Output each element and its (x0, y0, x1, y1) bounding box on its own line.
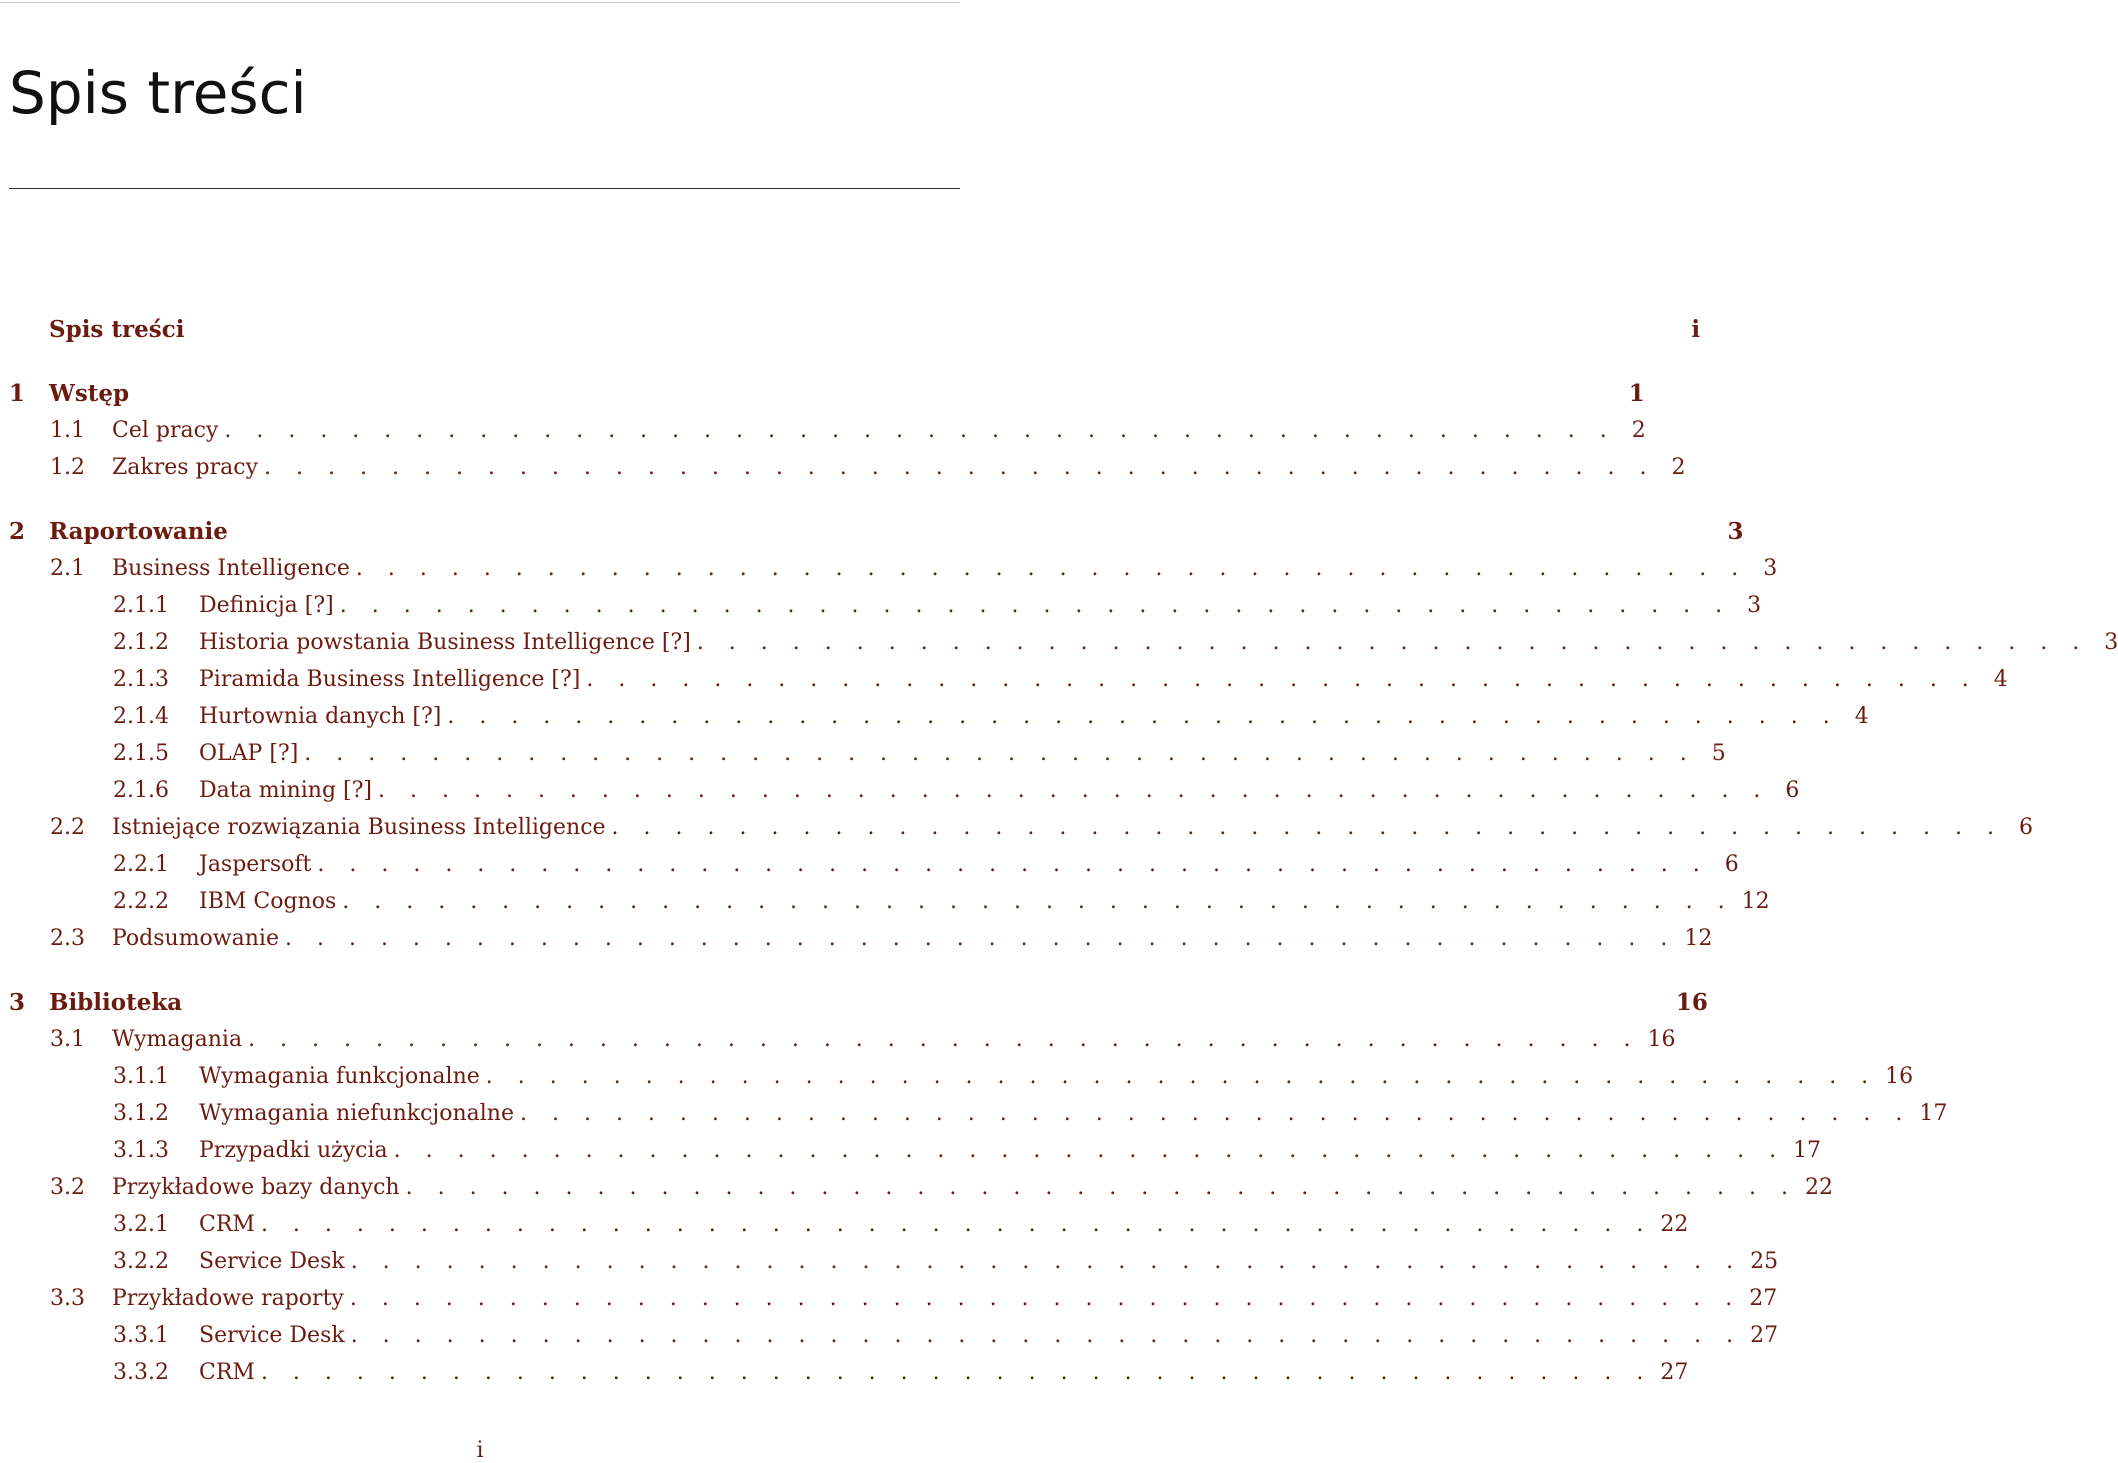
toc-entry-number: 3.2.1 (113, 1211, 169, 1237)
toc-entry-page: 12 (1684, 925, 1713, 951)
toc-dot-leader: . . . . . . . . . . . . . . . . . . . . . . . . . . . . . . . . . . . . . . . . . . . . (350, 1322, 1743, 1348)
toc-dot-leader: . . . . . . . . . . . . . . . . . . . . . . . . . . . . . . . . . . . . . . . . . . . . (284, 925, 1677, 951)
toc-entry-page: 2 (1671, 454, 1686, 480)
toc-entry[interactable] (9, 1209, 1689, 1239)
toc-entry-page: 22 (1805, 1174, 1833, 1200)
toc-entry[interactable] (9, 849, 1739, 879)
toc-entry[interactable] (9, 738, 1726, 768)
toc-entry-title: Wymagania funkcjonalne (199, 1063, 480, 1089)
toc-dot-leader: . . . . . . . . . . . . . . . . . . . . . . . . . . . . . . . . . . . . . . . . . . . . (405, 1174, 1797, 1200)
toc-entry[interactable] (9, 516, 1744, 546)
toc-entry-title: Wstęp (49, 379, 130, 407)
toc-entry-title: Zakres pracy (112, 454, 259, 480)
toc-entry-number: 1.2 (50, 454, 85, 480)
toc-entry-title: Service Desk (199, 1248, 345, 1274)
toc-entry-title: Service Desk (199, 1322, 345, 1348)
toc-entry-number: 3.1 (50, 1026, 85, 1052)
toc-entry[interactable] (9, 415, 1646, 445)
toc-dot-leader: . . . . . . . . . . . . . . . . . . . . . . . . . . . . . . . . . . . . . . . . . . . . (339, 592, 1732, 618)
toc-entry[interactable] (9, 886, 1770, 916)
toc-entry-title: Piramida Business Intelligence [?] (199, 666, 581, 692)
toc-entry-number: 3.3 (50, 1285, 85, 1311)
toc-entry[interactable] (9, 775, 1800, 805)
toc-entry-number: 2.2 (50, 814, 85, 840)
toc-entry-title: Wymagania (112, 1026, 243, 1052)
toc-entry-number: 2.1.6 (113, 777, 169, 803)
toc-entry-page: 22 (1660, 1211, 1689, 1237)
toc-entry[interactable] (9, 1024, 1676, 1054)
toc-entry[interactable] (9, 1061, 1914, 1091)
toc-entry[interactable] (9, 701, 1869, 731)
toc-entry-page: 17 (1793, 1137, 1822, 1163)
toc-entry-page: 6 (2018, 814, 2033, 840)
toc-dot-leader: . . . . . . . . . . . . . . . . . . . . . . . . . . . . . . . . . . . . . . . . . . . . (317, 851, 1709, 877)
toc-entry[interactable] (9, 923, 1713, 953)
toc-entry-number: 2.2.2 (113, 888, 169, 914)
toc-entry-number: 1.1 (50, 417, 85, 443)
toc-dot-leader: . . . . . . . . . . . . . . . . . . . . . . . . . . . . . . . . . . . . . . . . . . . . (342, 888, 1734, 914)
toc-dot-leader: . . . . . . . . . . . . . . . . . . . . . . . . . . . . . . . . . . . . . . . . . . . . (393, 1137, 1786, 1163)
toc-entry-title: Przykładowe raporty (112, 1285, 344, 1311)
toc-entry-page: 17 (1919, 1100, 1948, 1126)
toc-entry-title: Raportowanie (49, 517, 228, 545)
toc-entry-number: 3 (9, 988, 26, 1016)
toc-entry-page: 16 (1675, 988, 1708, 1016)
toc-entry[interactable] (9, 1320, 1779, 1350)
toc-entry[interactable] (9, 452, 1686, 482)
toc-entry[interactable] (9, 1135, 1822, 1165)
toc-dot-leader: . . . . . . . . . . . . . . . . . . . . . . . . . . . . . . . . . . . . . . . . . . . . (350, 1248, 1743, 1274)
toc-entry[interactable] (9, 378, 1645, 408)
toc-entry-page: 6 (1785, 777, 1800, 803)
toc-dot-leader: . . . . . . . . . . . . . . . . . . . . . . . . . . . . . . . . . . . . . . . . . . . . (447, 703, 1839, 729)
toc-entry[interactable] (9, 812, 2033, 842)
toc-entry-page: 6 (1724, 851, 1739, 877)
toc-entry-page: 3 (2104, 629, 2118, 655)
toc-entry-page: i (1691, 315, 1701, 343)
toc-entry-title: Jaspersoft (199, 851, 312, 877)
toc-entry-number: 2.1.1 (113, 592, 169, 618)
toc-entry-number: 2 (9, 517, 26, 545)
toc-entry-number: 2.3 (50, 925, 85, 951)
toc-entry[interactable] (9, 1283, 1778, 1313)
toc-dot-leader: . . . . . . . . . . . . . . . . . . . . . . . . . . . . . . . . . . . . . . . . . . . . (304, 740, 1696, 766)
toc-entry-number: 2.1.5 (113, 740, 169, 766)
toc-entry-title: Data mining [?] (199, 777, 373, 803)
toc-entry-title: Definicja [?] (199, 592, 334, 618)
toc-dot-leader: . . . . . . . . . . . . . . . . . . . . . . . . . . . . . . . . . . . . . . . . . . . . (224, 417, 1616, 443)
toc-entry[interactable] (9, 1357, 1689, 1387)
toc-entry-page: 12 (1741, 888, 1770, 914)
toc-entry[interactable] (9, 1098, 1948, 1128)
toc-entry-title: Cel pracy (112, 417, 219, 443)
toc-entry-number: 2.2.1 (113, 851, 169, 877)
toc-entry-page: 3 (1727, 517, 1744, 545)
toc-dot-leader: . . . . . . . . . . . . . . . . . . . . . . . . . . . . . . . . . . . . . . . . . . . . (586, 666, 1978, 692)
toc-dot-leader: . . . . . . . . . . . . . . . . . . . . . . . . . . . . . . . . . . . . . . . . . . . . (696, 629, 2089, 655)
toc-entry-page: 3 (1763, 555, 1778, 581)
toc-dot-leader: . . . . . . . . . . . . . . . . . . . . . . . . . . . . . . . . . . . . . . . . . . . . (260, 1211, 1653, 1237)
toc-entry-title: Przykładowe bazy danych (112, 1174, 400, 1200)
toc-entry-page: 27 (1660, 1359, 1689, 1385)
page-title: Spis treści (9, 59, 307, 127)
toc-entry-title: Spis treści (49, 315, 185, 343)
toc-entry-title: Wymagania niefunkcjonalne (199, 1100, 514, 1126)
toc-dot-leader: . . . . . . . . . . . . . . . . . . . . . . . . . . . . . . . . . . . . . . . . . . . . (248, 1026, 1640, 1052)
toc-entry[interactable] (9, 553, 1778, 583)
toc-entry-title: Istniejące rozwiązania Business Intelligence (112, 814, 606, 840)
toc-entry-number: 2.1.3 (113, 666, 169, 692)
toc-dot-leader: . . . . . . . . . . . . . . . . . . . . . . . . . . . . . . . . . . . . . . . . . . . . (264, 454, 1656, 480)
toc-entry-number: 3.3.1 (113, 1322, 169, 1348)
toc-entry[interactable] (9, 590, 1762, 620)
toc-entry-number: 3.2.2 (113, 1248, 169, 1274)
toc-entry-number: 2.1.2 (113, 629, 169, 655)
toc-entry-page: 4 (1993, 666, 2008, 692)
toc-entry-page: 27 (1749, 1285, 1778, 1311)
toc-dot-leader: . . . . . . . . . . . . . . . . . . . . . . . . . . . . . . . . . . . . . . . . . . . . (349, 1285, 1742, 1311)
toc-entry-title: OLAP [?] (199, 740, 299, 766)
toc-entry-title: Business Intelligence (112, 555, 350, 581)
toc-entry[interactable] (9, 314, 1701, 344)
toc-entry-number: 3.2 (50, 1174, 85, 1200)
toc-entry-page: 16 (1647, 1026, 1676, 1052)
toc-dot-leader: . . . . . . . . . . . . . . . . . . . . . . . . . . . . . . . . . . . . . . . . . . . . (485, 1063, 1878, 1089)
toc-entry-page: 2 (1631, 417, 1646, 443)
toc-entry-page: 16 (1885, 1063, 1914, 1089)
toc-entry-title: Podsumowanie (112, 925, 279, 951)
toc-entry-number: 3.1.3 (113, 1137, 169, 1163)
toc-entry-page: 1 (1628, 379, 1645, 407)
toc-entry-page: 27 (1750, 1322, 1779, 1348)
toc-entry-number: 2.1 (50, 555, 85, 581)
footer-page-number: i (476, 1438, 484, 1463)
toc-entry-title: Biblioteka (49, 988, 183, 1016)
toc-dot-leader: . . . . . . . . . . . . . . . . . . . . . . . . . . . . . . . . . . . . . . . . . . . . (378, 777, 1770, 803)
toc-entry-number: 1 (9, 379, 26, 407)
toc-entry-page: 4 (1854, 703, 1869, 729)
toc-entry[interactable] (9, 627, 2118, 657)
toc-dot-leader: . . . . . . . . . . . . . . . . . . . . . . . . . . . . . . . . . . . . . . . . . . . . (519, 1100, 1912, 1126)
toc-entry-title: IBM Cognos (199, 888, 337, 914)
toc-entry-number: 3.1.1 (113, 1063, 169, 1089)
toc-dot-leader: . . . . . . . . . . . . . . . . . . . . . . . . . . . . . . . . . . . . . . . . . . . . (260, 1359, 1653, 1385)
toc-entry-title: Historia powstania Business Intelligence [?] (199, 629, 691, 655)
toc-entry[interactable] (9, 1246, 1779, 1276)
toc-entry[interactable] (9, 664, 2008, 694)
toc-entry-page: 3 (1747, 592, 1762, 618)
toc-entry-title: Hurtownia danych [?] (199, 703, 442, 729)
toc-entry-title: Przypadki użycia (199, 1137, 388, 1163)
toc-entry-number: 3.3.2 (113, 1359, 169, 1385)
toc-entry-title: CRM (199, 1211, 255, 1237)
toc-dot-leader: . . . . . . . . . . . . . . . . . . . . . . . . . . . . . . . . . . . . . . . . . . . . (611, 814, 2003, 840)
toc-entry[interactable] (9, 1172, 1833, 1202)
toc-entry-number: 3.1.2 (113, 1100, 169, 1126)
toc-entry-page: 25 (1750, 1248, 1779, 1274)
toc-entry[interactable] (9, 987, 1708, 1017)
toc-entry-number: 2.1.4 (113, 703, 169, 729)
toc-dot-leader: . . . . . . . . . . . . . . . . . . . . . . . . . . . . . . . . . . . . . . . . . . . . (355, 555, 1748, 581)
toc-entry-title: CRM (199, 1359, 255, 1385)
toc-entry-page: 5 (1711, 740, 1726, 766)
